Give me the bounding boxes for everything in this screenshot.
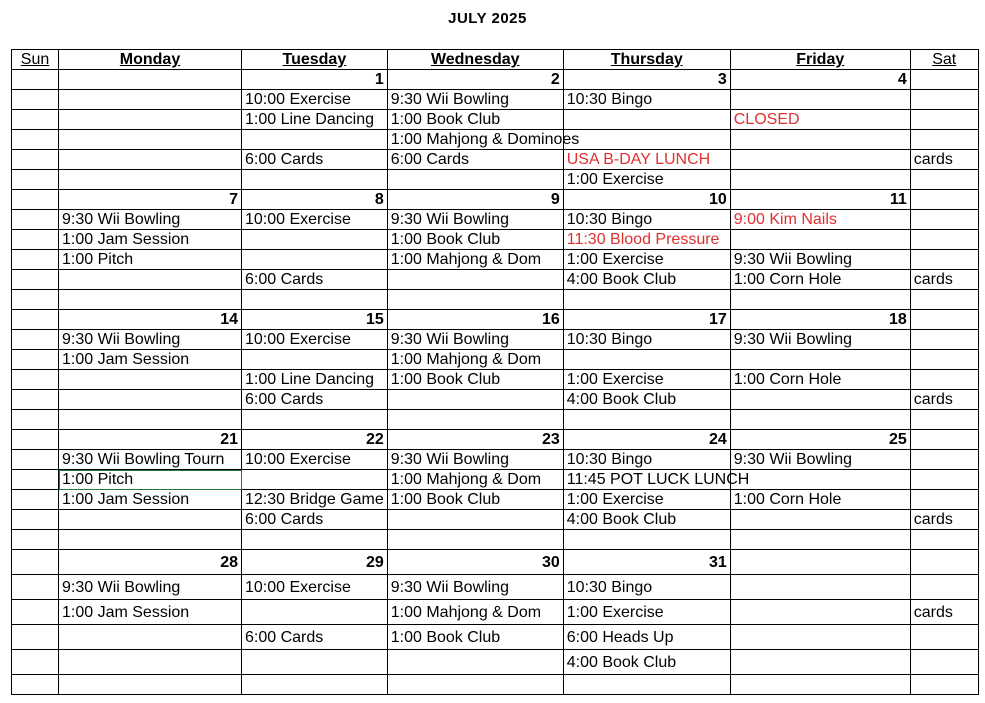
event-cell-sat[interactable] bbox=[910, 110, 978, 130]
event-cell-thu[interactable] bbox=[563, 675, 730, 695]
event-cell-thu[interactable]: 10:30 Bingo bbox=[563, 210, 730, 230]
event-cell-fri[interactable] bbox=[730, 130, 910, 150]
event-cell-sun[interactable] bbox=[12, 675, 59, 695]
event-cell-mon[interactable]: 1:00 Pitch bbox=[59, 470, 242, 490]
event-cell-tue[interactable]: 12:30 Bridge Game bbox=[242, 490, 388, 510]
event-cell-sat[interactable] bbox=[910, 450, 978, 470]
event-cell-fri[interactable] bbox=[730, 650, 910, 675]
event-cell-mon[interactable] bbox=[59, 530, 242, 550]
event-cell-fri[interactable]: 9:30 Wii Bowling bbox=[730, 330, 910, 350]
date-number-tue[interactable]: 29 bbox=[242, 550, 388, 575]
event-cell-thu[interactable]: 10:30 Bingo bbox=[563, 575, 730, 600]
event-cell-tue[interactable]: 10:00 Exercise bbox=[242, 450, 388, 470]
event-row bbox=[12, 90, 979, 110]
event-cell-mon[interactable] bbox=[59, 390, 242, 410]
event-cell-tue[interactable] bbox=[242, 470, 388, 490]
event-cell-mon[interactable]: 1:00 Jam Session bbox=[59, 350, 242, 370]
event-cell-sat[interactable] bbox=[910, 250, 978, 270]
header-monday: Monday bbox=[59, 50, 242, 70]
event-cell-wed[interactable]: 1:00 Book Club bbox=[387, 490, 563, 510]
event-cell-fri[interactable] bbox=[730, 510, 910, 530]
event-cell-mon[interactable]: 9:30 Wii Bowling bbox=[59, 330, 242, 350]
date-number-mon[interactable]: 7 bbox=[59, 190, 242, 210]
event-cell-tue[interactable] bbox=[242, 230, 388, 250]
event-cell-thu[interactable]: 1:00 Exercise bbox=[563, 600, 730, 625]
event-cell-fri[interactable] bbox=[730, 410, 910, 430]
event-cell-mon[interactable] bbox=[59, 650, 242, 675]
date-number-sun[interactable] bbox=[12, 190, 59, 210]
event-cell-thu[interactable]: 1:00 Exercise bbox=[563, 490, 730, 510]
event-cell-fri[interactable] bbox=[730, 625, 910, 650]
event-cell-thu[interactable] bbox=[563, 530, 730, 550]
event-cell-fri[interactable] bbox=[730, 230, 910, 250]
event-cell-fri[interactable]: 1:00 Corn Hole bbox=[730, 270, 910, 290]
event-cell-thu[interactable]: 10:30 Bingo bbox=[563, 90, 730, 110]
event-cell-wed[interactable]: 1:00 Mahjong & Dom bbox=[387, 470, 563, 490]
event-cell-sun[interactable] bbox=[12, 170, 59, 190]
event-cell-sat[interactable] bbox=[910, 625, 978, 650]
event-cell-sat[interactable] bbox=[910, 230, 978, 250]
event-row bbox=[12, 470, 979, 490]
event-cell-tue[interactable] bbox=[242, 350, 388, 370]
event-cell-sun[interactable] bbox=[12, 210, 59, 230]
event-cell-wed[interactable]: 1:00 Mahjong & Dom bbox=[387, 350, 563, 370]
event-cell-tue[interactable] bbox=[242, 170, 388, 190]
event-cell-sun[interactable] bbox=[12, 410, 59, 430]
event-cell-wed[interactable] bbox=[387, 510, 563, 530]
event-cell-thu[interactable] bbox=[563, 410, 730, 430]
weekday-header-row bbox=[12, 50, 979, 70]
date-number-tue[interactable]: 15 bbox=[242, 310, 388, 330]
date-number-thu[interactable]: 24 bbox=[563, 430, 730, 450]
event-cell-sun[interactable] bbox=[12, 370, 59, 390]
event-row bbox=[12, 390, 979, 410]
event-cell-thu[interactable]: 4:00 Book Club bbox=[563, 270, 730, 290]
event-cell-wed[interactable] bbox=[387, 675, 563, 695]
header-friday: Friday bbox=[730, 50, 910, 70]
event-cell-mon[interactable]: 9:30 Wii Bowling bbox=[59, 575, 242, 600]
event-cell-tue[interactable]: 10:00 Exercise bbox=[242, 575, 388, 600]
event-cell-thu[interactable] bbox=[563, 290, 730, 310]
date-number-sun[interactable] bbox=[12, 310, 59, 330]
date-number-sun[interactable] bbox=[12, 430, 59, 450]
event-cell-mon[interactable] bbox=[59, 510, 242, 530]
week-date-row bbox=[12, 430, 979, 450]
date-number-mon[interactable] bbox=[59, 70, 242, 90]
event-cell-wed[interactable]: 1:00 Mahjong & Dom bbox=[387, 600, 563, 625]
event-cell-sat[interactable] bbox=[910, 470, 978, 490]
event-row bbox=[12, 350, 979, 370]
date-number-wed[interactable]: 2 bbox=[387, 70, 563, 90]
date-number-sat[interactable] bbox=[910, 70, 978, 90]
event-cell-wed[interactable] bbox=[387, 410, 563, 430]
event-row bbox=[12, 150, 979, 170]
event-cell-tue[interactable] bbox=[242, 675, 388, 695]
week-date-row bbox=[12, 190, 979, 210]
event-cell-mon[interactable] bbox=[59, 110, 242, 130]
event-cell-mon[interactable]: 9:30 Wii Bowling bbox=[59, 210, 242, 230]
event-cell-mon[interactable] bbox=[59, 625, 242, 650]
event-cell-sat[interactable] bbox=[910, 650, 978, 675]
event-cell-sat[interactable] bbox=[910, 290, 978, 310]
event-cell-thu[interactable] bbox=[563, 150, 730, 170]
event-cell-sun[interactable] bbox=[12, 490, 59, 510]
event-cell-mon[interactable] bbox=[59, 270, 242, 290]
event-cell-fri[interactable] bbox=[730, 390, 910, 410]
event-cell-mon[interactable] bbox=[59, 90, 242, 110]
event-cell-fri[interactable] bbox=[730, 470, 910, 490]
event-row bbox=[12, 650, 979, 675]
event-cell-tue[interactable]: 6:00 Cards bbox=[242, 510, 388, 530]
event-cell-thu[interactable]: 10:30 Bingo bbox=[563, 450, 730, 470]
event-cell-sat[interactable]: cards bbox=[910, 510, 978, 530]
event-cell-sun[interactable] bbox=[12, 230, 59, 250]
event-cell-wed[interactable] bbox=[387, 130, 580, 150]
event-cell-sun[interactable] bbox=[12, 130, 59, 150]
header-sun: Sun bbox=[12, 50, 59, 70]
event-cell-sat[interactable] bbox=[910, 210, 978, 230]
event-cell-sun[interactable] bbox=[12, 450, 59, 470]
event-cell-sun[interactable] bbox=[12, 150, 59, 170]
event-cell-fri[interactable] bbox=[730, 90, 910, 110]
date-number-fri[interactable]: 18 bbox=[730, 310, 910, 330]
event-cell-fri[interactable] bbox=[730, 675, 910, 695]
event-cell-sat[interactable]: cards bbox=[910, 270, 978, 290]
event-cell-tue[interactable] bbox=[242, 410, 388, 430]
event-cell-wed[interactable]: 1:00 Book Club bbox=[387, 110, 563, 130]
event-cell-tue[interactable]: 10:00 Exercise bbox=[242, 90, 388, 110]
event-row bbox=[12, 290, 979, 310]
event-cell-fri[interactable]: CLOSED bbox=[730, 110, 910, 130]
event-cell-wed[interactable]: 1:00 Mahjong & Dom bbox=[387, 250, 563, 270]
event-row bbox=[12, 170, 979, 190]
event-cell-thu[interactable]: 4:00 Book Club bbox=[563, 650, 730, 675]
event-row bbox=[12, 330, 979, 350]
date-number-sun[interactable] bbox=[12, 550, 59, 575]
event-cell-fri[interactable]: 9:00 Kim Nails bbox=[730, 210, 910, 230]
header-thursday: Thursday bbox=[563, 50, 730, 70]
event-cell-sat[interactable] bbox=[910, 330, 978, 350]
event-cell-sun[interactable] bbox=[12, 270, 59, 290]
event-cell-wed[interactable] bbox=[387, 530, 563, 550]
week-date-row bbox=[12, 550, 979, 575]
event-cell-tue[interactable] bbox=[242, 600, 388, 625]
date-number-thu[interactable]: 3 bbox=[563, 70, 730, 90]
event-cell-wed[interactable]: 9:30 Wii Bowling bbox=[387, 330, 563, 350]
event-cell-sun[interactable] bbox=[12, 390, 59, 410]
event-cell-wed[interactable]: 9:30 Wii Bowling bbox=[387, 575, 563, 600]
event-cell-sat[interactable] bbox=[910, 90, 978, 110]
event-cell-sun[interactable] bbox=[12, 575, 59, 600]
date-number-sat[interactable] bbox=[910, 310, 978, 330]
header-tuesday: Tuesday bbox=[242, 50, 388, 70]
date-number-tue[interactable]: 1 bbox=[242, 70, 388, 90]
week-date-row bbox=[12, 310, 979, 330]
event-cell-fri[interactable]: 9:30 Wii Bowling bbox=[730, 250, 910, 270]
event-cell-tue[interactable] bbox=[242, 290, 388, 310]
event-cell-thu[interactable] bbox=[563, 350, 730, 370]
date-number-wed[interactable]: 23 bbox=[387, 430, 563, 450]
event-row bbox=[12, 490, 979, 510]
event-text: USA B-DAY LUNCH bbox=[566, 151, 711, 168]
date-number-fri[interactable]: 4 bbox=[730, 70, 910, 90]
event-row bbox=[12, 230, 979, 250]
event-cell-tue[interactable] bbox=[242, 530, 388, 550]
event-cell-fri[interactable] bbox=[730, 350, 910, 370]
event-cell-wed[interactable]: 1:00 Book Club bbox=[387, 370, 563, 390]
event-cell-sat[interactable] bbox=[910, 575, 978, 600]
event-cell-sat[interactable] bbox=[910, 530, 978, 550]
event-cell-wed[interactable] bbox=[387, 170, 563, 190]
date-number-thu[interactable]: 31 bbox=[563, 550, 730, 575]
event-cell-mon[interactable]: 1:00 Jam Session bbox=[59, 230, 242, 250]
event-cell-thu[interactable] bbox=[563, 110, 730, 130]
event-cell-sat[interactable]: cards bbox=[910, 390, 978, 410]
event-cell-sat[interactable]: cards bbox=[910, 150, 978, 170]
event-cell-sat[interactable] bbox=[910, 675, 978, 695]
event-cell-sun[interactable] bbox=[12, 330, 59, 350]
event-cell-sun[interactable] bbox=[12, 110, 59, 130]
event-cell-tue[interactable]: 6:00 Cards bbox=[242, 270, 388, 290]
date-number-fri[interactable] bbox=[730, 550, 910, 575]
event-cell-sat[interactable] bbox=[910, 410, 978, 430]
event-cell-wed[interactable] bbox=[387, 290, 563, 310]
event-cell-mon[interactable] bbox=[59, 150, 242, 170]
event-cell-fri[interactable]: 1:00 Corn Hole bbox=[730, 370, 910, 390]
event-cell-thu[interactable]: 4:00 Book Club bbox=[563, 390, 730, 410]
event-row bbox=[12, 450, 979, 470]
calendar-grid bbox=[11, 49, 979, 695]
event-cell-fri[interactable]: 9:30 Wii Bowling bbox=[730, 450, 910, 470]
event-cell-fri[interactable] bbox=[730, 290, 910, 310]
date-number-wed[interactable]: 9 bbox=[387, 190, 563, 210]
date-number-fri[interactable]: 25 bbox=[730, 430, 910, 450]
event-cell-thu[interactable]: 4:00 Book Club bbox=[563, 510, 730, 530]
event-cell-sun[interactable] bbox=[12, 90, 59, 110]
event-cell-tue[interactable] bbox=[242, 130, 388, 150]
event-cell-mon[interactable] bbox=[59, 290, 242, 310]
date-number-tue[interactable]: 22 bbox=[242, 430, 388, 450]
event-cell-fri[interactable] bbox=[730, 150, 910, 170]
event-row bbox=[12, 575, 979, 600]
event-cell-thu[interactable]: 10:30 Bingo bbox=[563, 330, 730, 350]
event-text: 11:45 POT LUCK LUNCH bbox=[566, 471, 750, 488]
event-cell-tue[interactable]: 6:00 Cards bbox=[242, 390, 388, 410]
date-number-mon[interactable]: 21 bbox=[59, 430, 242, 450]
date-number-thu[interactable]: 17 bbox=[563, 310, 730, 330]
header-wednesday: Wednesday bbox=[387, 50, 563, 70]
event-text: 11:30 Blood Pressure bbox=[566, 231, 720, 248]
header-sat: Sat bbox=[910, 50, 978, 70]
event-cell-wed[interactable]: 6:00 Cards bbox=[387, 150, 563, 170]
date-number-sat[interactable] bbox=[910, 550, 978, 575]
event-cell-sun[interactable] bbox=[12, 510, 59, 530]
event-cell-mon[interactable] bbox=[59, 675, 242, 695]
date-number-tue[interactable]: 8 bbox=[242, 190, 388, 210]
event-cell-sun[interactable] bbox=[12, 530, 59, 550]
event-cell-wed[interactable]: 1:00 Book Club bbox=[387, 230, 563, 250]
event-cell-thu[interactable] bbox=[563, 130, 730, 150]
date-number-wed[interactable]: 16 bbox=[387, 310, 563, 330]
event-cell-wed[interactable] bbox=[387, 390, 563, 410]
event-cell-sun[interactable] bbox=[12, 650, 59, 675]
event-cell-sun[interactable] bbox=[12, 625, 59, 650]
event-cell-thu[interactable]: 1:00 Exercise bbox=[563, 170, 730, 190]
event-row bbox=[12, 625, 979, 650]
event-cell-mon[interactable]: 9:30 Wii Bowling Tourn bbox=[59, 450, 242, 470]
event-text: 1:00 Mahjong & Dominoes bbox=[390, 131, 580, 148]
event-cell-tue[interactable] bbox=[242, 250, 388, 270]
event-cell-mon[interactable] bbox=[59, 130, 242, 150]
date-number-wed[interactable]: 30 bbox=[387, 550, 563, 575]
event-cell-sun[interactable] bbox=[12, 470, 59, 490]
event-cell-wed[interactable]: 9:30 Wii Bowling bbox=[387, 210, 563, 230]
event-cell-tue[interactable]: 6:00 Cards bbox=[242, 625, 388, 650]
week-date-row bbox=[12, 70, 979, 90]
event-cell-mon[interactable] bbox=[59, 170, 242, 190]
event-cell-tue[interactable]: 1:00 Line Dancing bbox=[242, 370, 388, 390]
event-cell-mon[interactable] bbox=[59, 410, 242, 430]
event-cell-sun[interactable] bbox=[12, 250, 59, 270]
event-cell-wed[interactable]: 1:00 Book Club bbox=[387, 625, 563, 650]
event-cell-thu[interactable]: 1:00 Exercise bbox=[563, 250, 730, 270]
event-cell-wed[interactable] bbox=[387, 650, 563, 675]
event-cell-mon[interactable]: 1:00 Jam Session bbox=[59, 600, 242, 625]
event-cell-tue[interactable]: 10:00 Exercise bbox=[242, 330, 388, 350]
event-row bbox=[12, 270, 979, 290]
event-row bbox=[12, 530, 979, 550]
date-number-mon[interactable]: 14 bbox=[59, 310, 242, 330]
event-cell-wed[interactable] bbox=[387, 270, 563, 290]
event-row bbox=[12, 130, 979, 150]
event-cell-thu[interactable] bbox=[563, 470, 750, 490]
event-cell-tue[interactable] bbox=[242, 650, 388, 675]
event-cell-sat[interactable] bbox=[910, 370, 978, 390]
event-cell-wed[interactable]: 9:30 Wii Bowling bbox=[387, 90, 563, 110]
date-number-sat[interactable] bbox=[910, 190, 978, 210]
event-cell-sun[interactable] bbox=[12, 600, 59, 625]
event-cell-sun[interactable] bbox=[12, 350, 59, 370]
event-row bbox=[12, 210, 979, 230]
event-cell-sat[interactable] bbox=[910, 170, 978, 190]
event-cell-sat[interactable]: cards bbox=[910, 600, 978, 625]
event-row bbox=[12, 675, 979, 695]
calendar-title: JULY 2025 bbox=[448, 10, 527, 27]
event-cell-thu[interactable]: 6:00 Heads Up bbox=[563, 625, 730, 650]
event-cell-sun[interactable] bbox=[12, 290, 59, 310]
event-cell-fri[interactable] bbox=[730, 170, 910, 190]
event-cell-thu[interactable] bbox=[563, 230, 730, 250]
date-number-sat[interactable] bbox=[910, 430, 978, 450]
date-number-mon[interactable]: 28 bbox=[59, 550, 242, 575]
event-row bbox=[12, 110, 979, 130]
date-number-fri[interactable]: 11 bbox=[730, 190, 910, 210]
date-number-sun[interactable] bbox=[12, 70, 59, 90]
date-number-thu[interactable]: 10 bbox=[563, 190, 730, 210]
event-row bbox=[12, 410, 979, 430]
event-cell-mon[interactable]: 1:00 Pitch bbox=[59, 250, 242, 270]
event-cell-wed[interactable]: 9:30 Wii Bowling bbox=[387, 450, 563, 470]
event-cell-fri[interactable] bbox=[730, 530, 910, 550]
event-cell-tue[interactable]: 10:00 Exercise bbox=[242, 210, 388, 230]
event-cell-tue[interactable]: 1:00 Line Dancing bbox=[242, 110, 388, 130]
event-cell-tue[interactable]: 6:00 Cards bbox=[242, 150, 388, 170]
event-row bbox=[12, 250, 979, 270]
event-cell-thu[interactable]: 1:00 Exercise bbox=[563, 370, 730, 390]
event-cell-fri[interactable] bbox=[730, 575, 910, 600]
event-cell-mon[interactable]: 1:00 Jam Session bbox=[59, 490, 242, 510]
event-cell-sat[interactable] bbox=[910, 490, 978, 510]
event-cell-sat[interactable] bbox=[910, 350, 978, 370]
event-row bbox=[12, 510, 979, 530]
event-cell-sat[interactable] bbox=[910, 130, 978, 150]
event-cell-fri[interactable] bbox=[730, 600, 910, 625]
event-row bbox=[12, 600, 979, 625]
event-cell-mon[interactable] bbox=[59, 370, 242, 390]
event-row bbox=[12, 370, 979, 390]
event-cell-fri[interactable]: 1:00 Corn Hole bbox=[730, 490, 910, 510]
